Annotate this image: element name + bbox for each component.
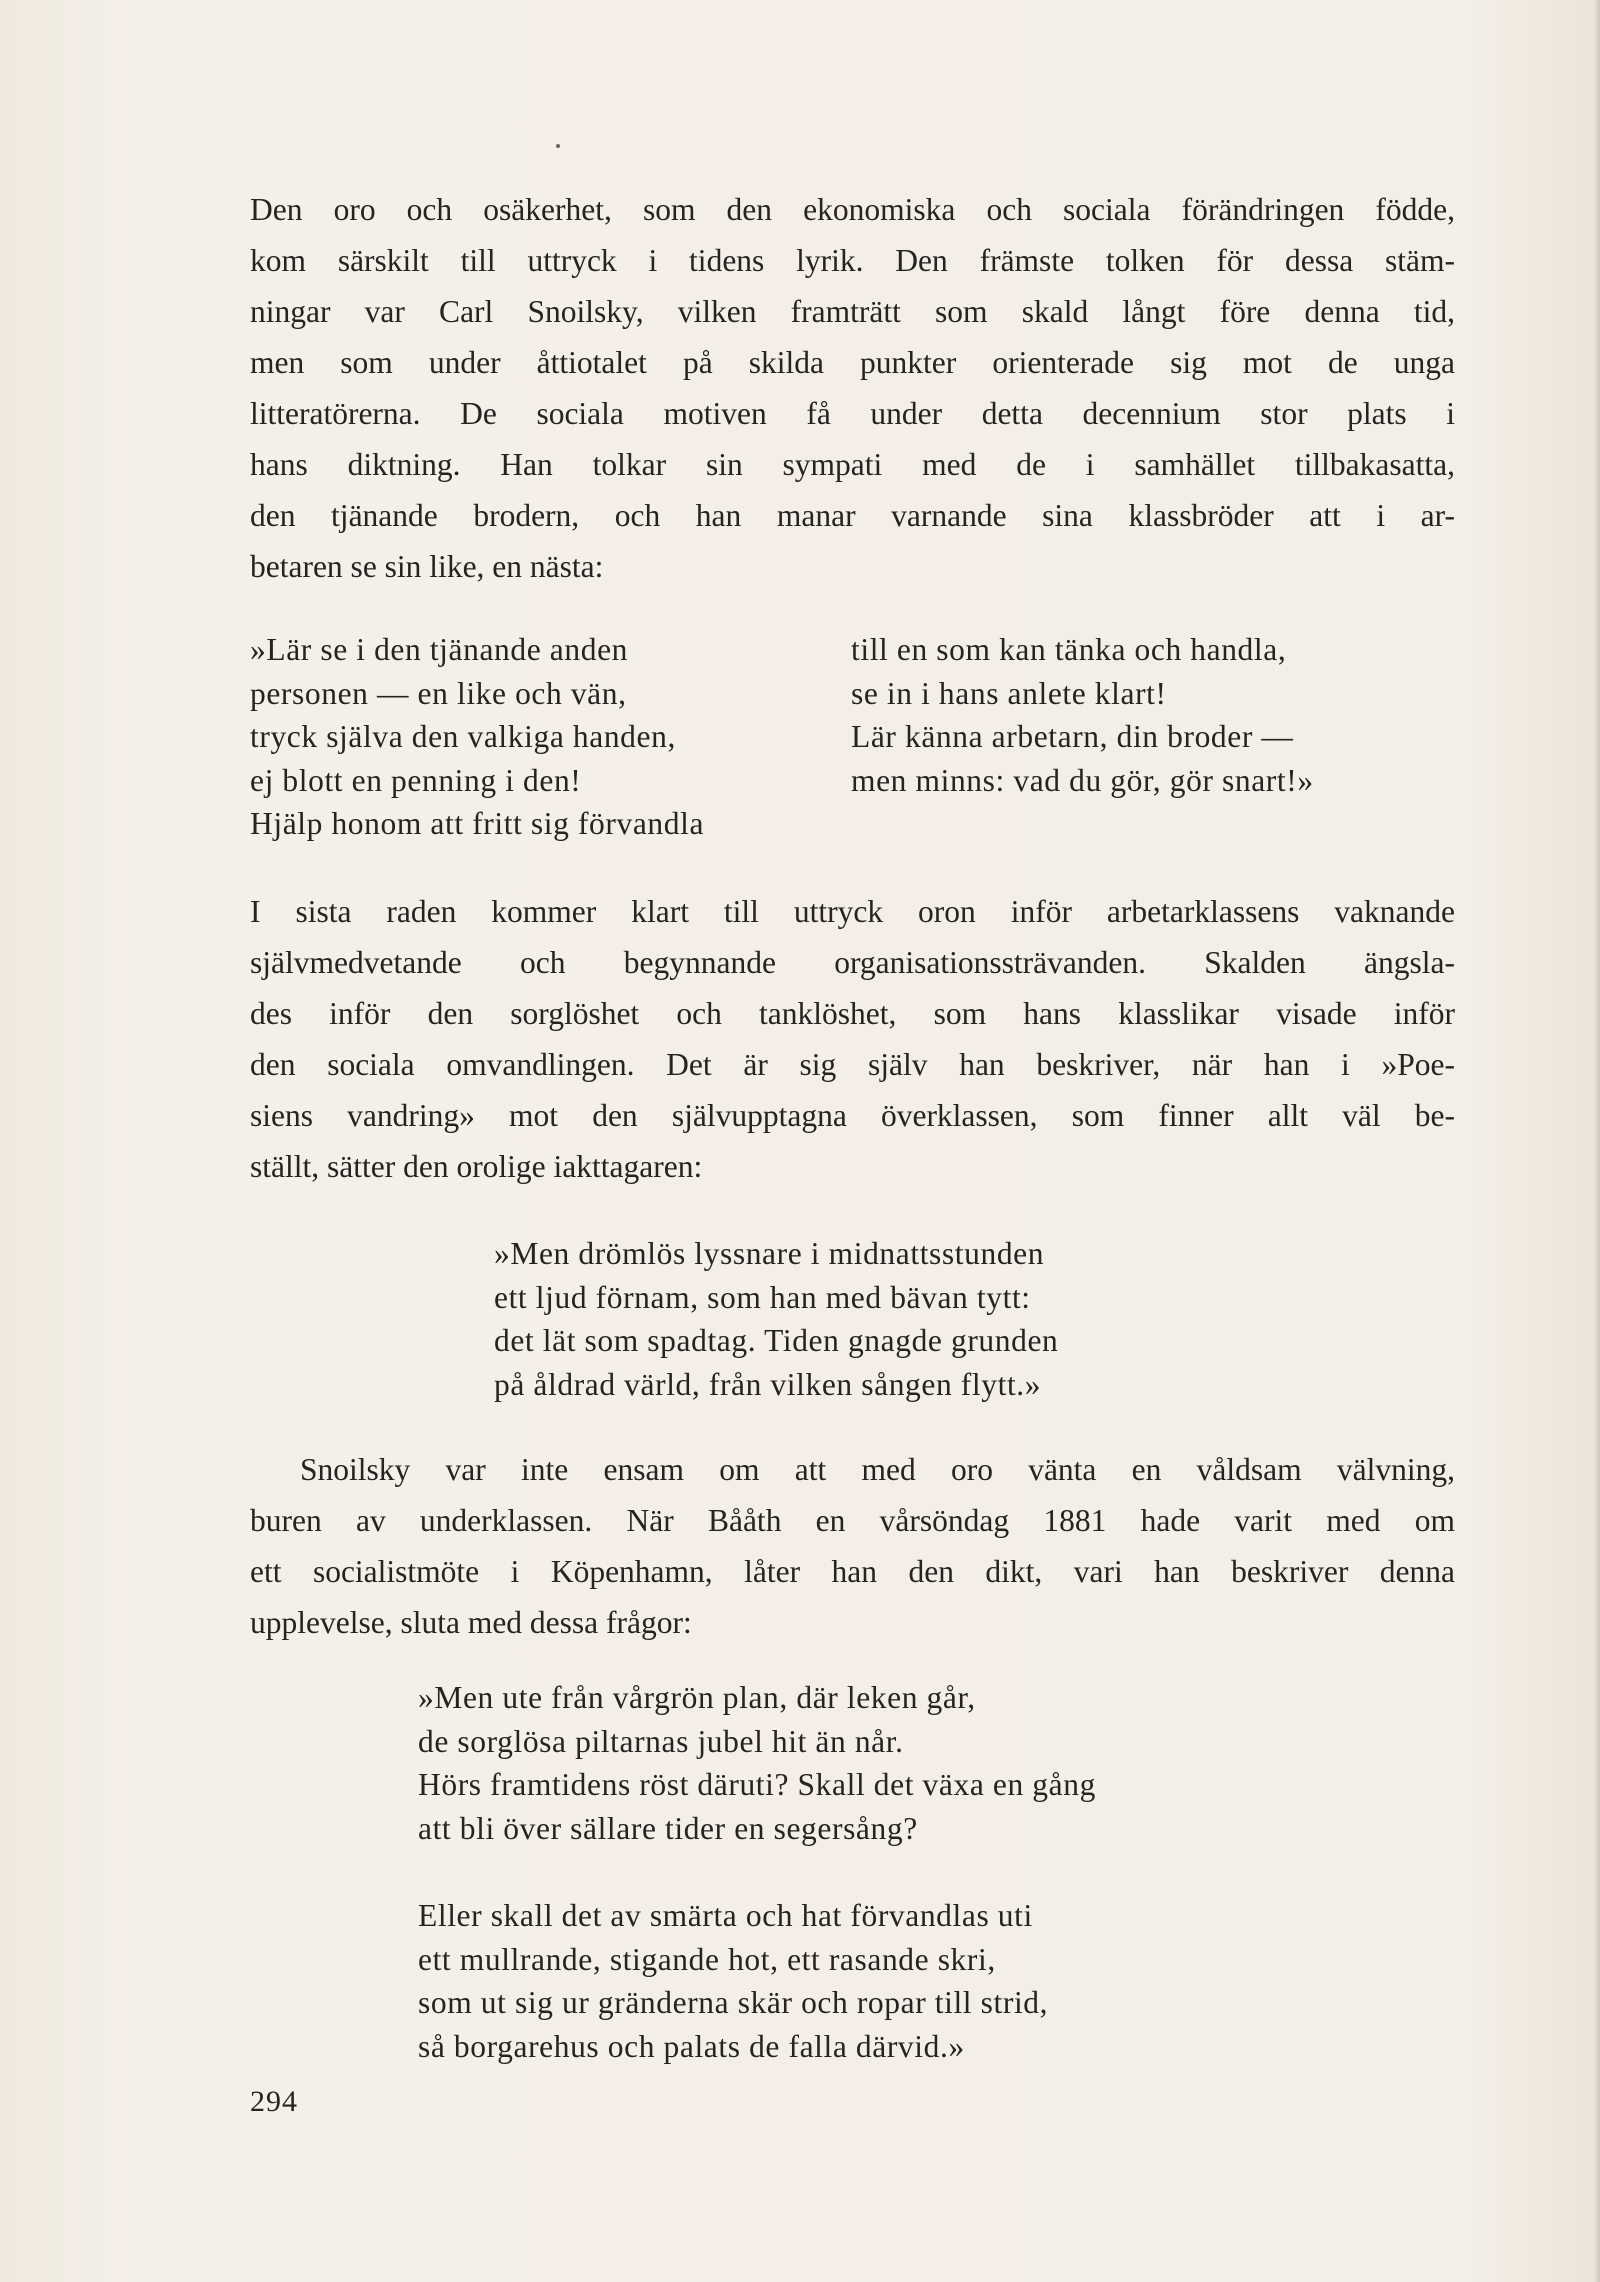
poem-2 bbox=[494, 1232, 1058, 1406]
paragraph-line: upplevelse, sluta med dessa frågor: bbox=[250, 1605, 692, 1640]
verse-line: att bli över sällare tider en segersång? bbox=[418, 1810, 918, 1846]
verse-line: de sorglösa piltarnas jubel hit än når. bbox=[418, 1723, 904, 1759]
poem-1-left-column bbox=[250, 628, 704, 846]
page-number: 294 bbox=[250, 2085, 298, 2118]
paragraph-line: des inför den sorglöshet och tanklöshet, som hans klasslikar visade inför bbox=[250, 996, 1455, 1031]
verse-line: som ut sig ur gränderna skär och ropar till strid, bbox=[418, 1985, 1049, 2020]
paragraph-line: kom särskilt till uttryck i tidens lyrik. Den främste tolken för dessa stäm- bbox=[250, 243, 1455, 278]
verse-line: Hörs framtidens röst däruti? Skall det växa en gång bbox=[418, 1767, 1096, 1802]
verse-line: så borgarehus och palats de falla därvid.» bbox=[418, 2028, 965, 2064]
paragraph-2 bbox=[250, 886, 1455, 1192]
paragraph-line: Den oro och osäkerhet, som den ekonomiska och sociala förändringen födde, bbox=[250, 192, 1455, 227]
verse-line: »Men drömlös lyssnare i midnattsstunden bbox=[494, 1236, 1045, 1271]
paragraph-line: ningar var Carl Snoilsky, vilken framträtt som skald långt före denna tid, bbox=[250, 294, 1455, 329]
paragraph-line: betaren se sin like, en nästa: bbox=[250, 549, 604, 584]
verse-line: på åldrad värld, från vilken sången flytt.» bbox=[494, 1366, 1042, 1402]
stanza-break bbox=[418, 1850, 1096, 1894]
paragraph-line: hans diktning. Han tolkar sin sympati med de i samhället tillbakasatta, bbox=[250, 447, 1455, 482]
verse-line: till en som kan tänka och handla, bbox=[851, 632, 1287, 667]
paragraph-line: siens vandring» mot den självupptagna överklassen, som finner allt väl be- bbox=[250, 1098, 1455, 1133]
verse-line: ett ljud förnam, som han med bävan tytt: bbox=[494, 1279, 1031, 1315]
paragraph-line: litteratörerna. De sociala motiven få under detta decennium stor plats i bbox=[250, 396, 1455, 431]
page-edge-shadow bbox=[1594, 0, 1600, 2282]
paragraph-line: den tjänande brodern, och han manar varnande sina klassbröder att i ar- bbox=[250, 498, 1455, 533]
paper-speck bbox=[556, 144, 560, 148]
paragraph-line: självmedvetande och begynnande organisationssträvanden. Skalden ängsla- bbox=[250, 945, 1455, 980]
poem-3 bbox=[418, 1676, 1096, 2068]
verse-line: Hjälp honom att fritt sig förvandla bbox=[250, 806, 705, 841]
verse-line: det lät som spadtag. Tiden gnagde grunden bbox=[494, 1323, 1059, 1358]
verse-line: ett mullrande, stigande hot, ett rasande skri, bbox=[418, 1941, 996, 1977]
verse-line: personen — en like och vän, bbox=[250, 675, 627, 711]
verse-line: »Lär se i den tjänande anden bbox=[250, 632, 629, 667]
verse-line: se in i hans anlete klart! bbox=[851, 675, 1167, 711]
verse-line: Eller skall det av smärta och hat förvandlas uti bbox=[418, 1898, 1033, 1933]
verse-line: »Men ute från vårgrön plan, där leken går, bbox=[418, 1680, 976, 1715]
paragraph-line: ett socialistmöte i Köpenhamn, låter han den dikt, vari han beskriver denna bbox=[250, 1554, 1455, 1589]
paragraph-line: I sista raden kommer klart till uttryck oron inför arbetarklassens vaknande bbox=[250, 894, 1455, 929]
verse-line: men minns: vad du gör, gör snart!» bbox=[851, 762, 1314, 798]
paragraph-3 bbox=[250, 1444, 1455, 1648]
paragraph-line: Snoilsky var inte ensam om att med oro vänta en våldsam välvning, bbox=[300, 1452, 1455, 1487]
poem-1-right-column bbox=[851, 628, 1314, 802]
verse-line: ej blott en penning i den! bbox=[250, 762, 582, 798]
paragraph-line: men som under åttiotalet på skilda punkter orienterade sig mot de unga bbox=[250, 345, 1455, 380]
paragraph-line: buren av underklassen. När Bååth en vårsöndag 1881 hade varit med om bbox=[250, 1503, 1455, 1538]
paragraph-line: ställt, sätter den orolige iakttagaren: bbox=[250, 1149, 703, 1184]
verse-line: tryck själva den valkiga handen, bbox=[250, 719, 676, 754]
verse-line: Lär känna arbetarn, din broder — bbox=[851, 719, 1294, 754]
paragraph-1 bbox=[250, 184, 1455, 592]
paragraph-line: den sociala omvandlingen. Det är sig själv han beskriver, när han i »Poe- bbox=[250, 1047, 1455, 1082]
